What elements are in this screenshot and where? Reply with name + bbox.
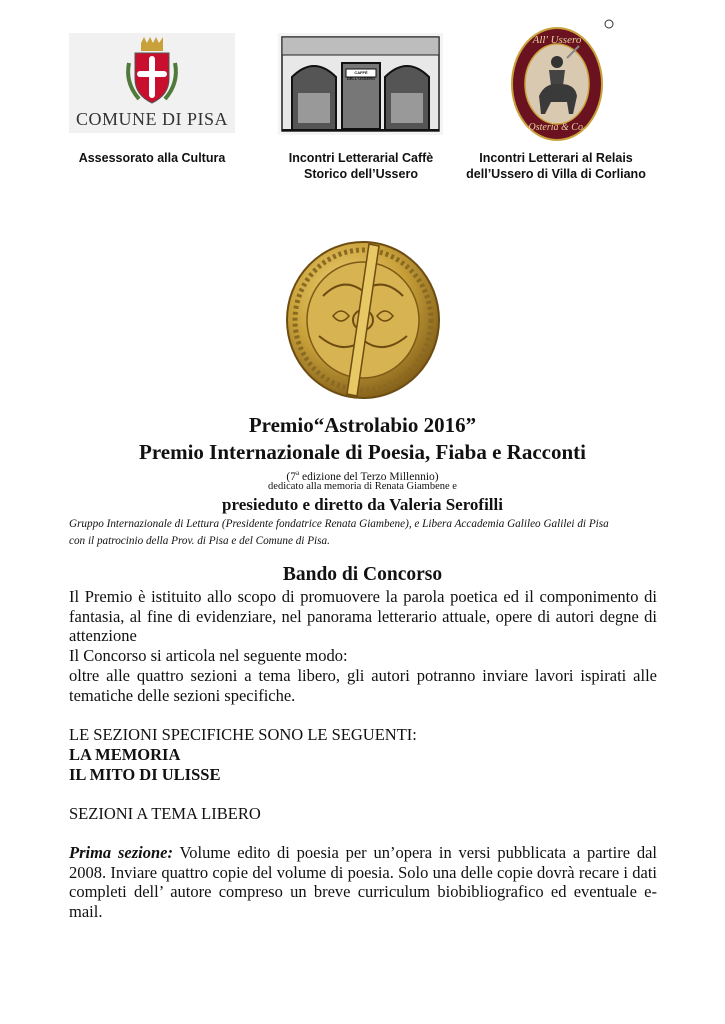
caption-caffe-line2: Storico dell’Ussero <box>304 167 418 181</box>
comune-di-pisa-logo <box>69 33 235 133</box>
sezioni-specifiche-heading: LE SEZIONI SPECIFICHE SONO LE SEGUENTI: <box>69 725 417 744</box>
caffe-sign-text: CAFFÈ DELL'USSERO <box>346 70 376 81</box>
president-line: presieduto e diretto da Valeria Serofilli <box>222 495 503 514</box>
ussero-bottom-text: Osteria & Co. <box>528 122 586 133</box>
astrolabe-medal <box>283 236 443 401</box>
comune-di-pisa-text: COMUNE DI PISA <box>75 109 228 129</box>
caption-caffe-line1: Incontri Letterarial Caffè <box>288 151 434 165</box>
building-facade-icon <box>278 33 443 135</box>
bando-paragraph-2: oltre alle quattro sezioni a tema libero, gli autori potranno inviare lavori ispirati alle tematiche delle sezioni specifiche. <box>69 666 657 705</box>
bando-articola-line: Il Concorso si articola nel seguente modo: <box>69 646 348 665</box>
prize-title: Premio“Astrolabio 2016” <box>248 413 477 437</box>
section-ulisse: IL MITO DI ULISSE <box>69 765 221 784</box>
tema-libero-heading: SEZIONI A TEMA LIBERO <box>69 804 261 823</box>
edition-post: edizione del Terzo Millennio) <box>299 470 439 483</box>
caption-assessorato <box>60 150 244 166</box>
astrolabe-icon <box>283 236 443 401</box>
caption-assessorato-text: Assessorato alla Cultura <box>78 151 226 165</box>
prima-sezione-label: Prima sezione: <box>69 843 173 862</box>
caption-relais <box>446 150 666 182</box>
bando-heading: Bando di Concorso <box>282 564 443 585</box>
prima-sezione-paragraph <box>69 843 657 921</box>
dedication-line: dedicato alla memoria di Renata Giambene e <box>268 481 457 492</box>
prize-subtitle: Premio Internazionale di Poesia, Fiaba e Racconti <box>139 440 586 464</box>
caffe-ussero-logo <box>278 33 443 135</box>
caption-caffe <box>266 150 456 182</box>
edition-pre: (7 <box>286 470 296 483</box>
org-line-1: Gruppo Internazionale di Lettura (Presidente fondatrice Renata Giambene), e Libera Accademia Galileo Galilei di Pisa <box>69 518 609 530</box>
all-ussero-logo <box>505 18 615 143</box>
edition-sup: a <box>295 469 300 477</box>
ussero-top-text: All' Ussero <box>532 34 582 46</box>
section-memoria: LA MEMORIA <box>69 745 181 764</box>
caption-relais-line2: dell’Ussero di Villa di Corliano <box>466 167 646 181</box>
org-line-2: con il patrocinio della Prov. di Pisa e del Comune di Pisa. <box>69 535 330 547</box>
caption-relais-line1: Incontri Letterari al Relais <box>479 151 633 165</box>
prima-sezione-text: Volume edito di poesia per un’opera in versi pubblicata a partire dal 2008. Inviare quattro copie del volume di poesia. Solo una delle copie dovrà recare i dati completi dell’ autore compreso un breve curriculum biobibliografico ed eventuale e-mail. <box>69 843 657 921</box>
bando-paragraph-1: Il Premio è istituito allo scopo di promuovere la parola poetica ed il componimento di fantasia, al fine di evidenziare, nel panorama letterario attuale, opere di autori degne di attenzione <box>69 587 657 645</box>
